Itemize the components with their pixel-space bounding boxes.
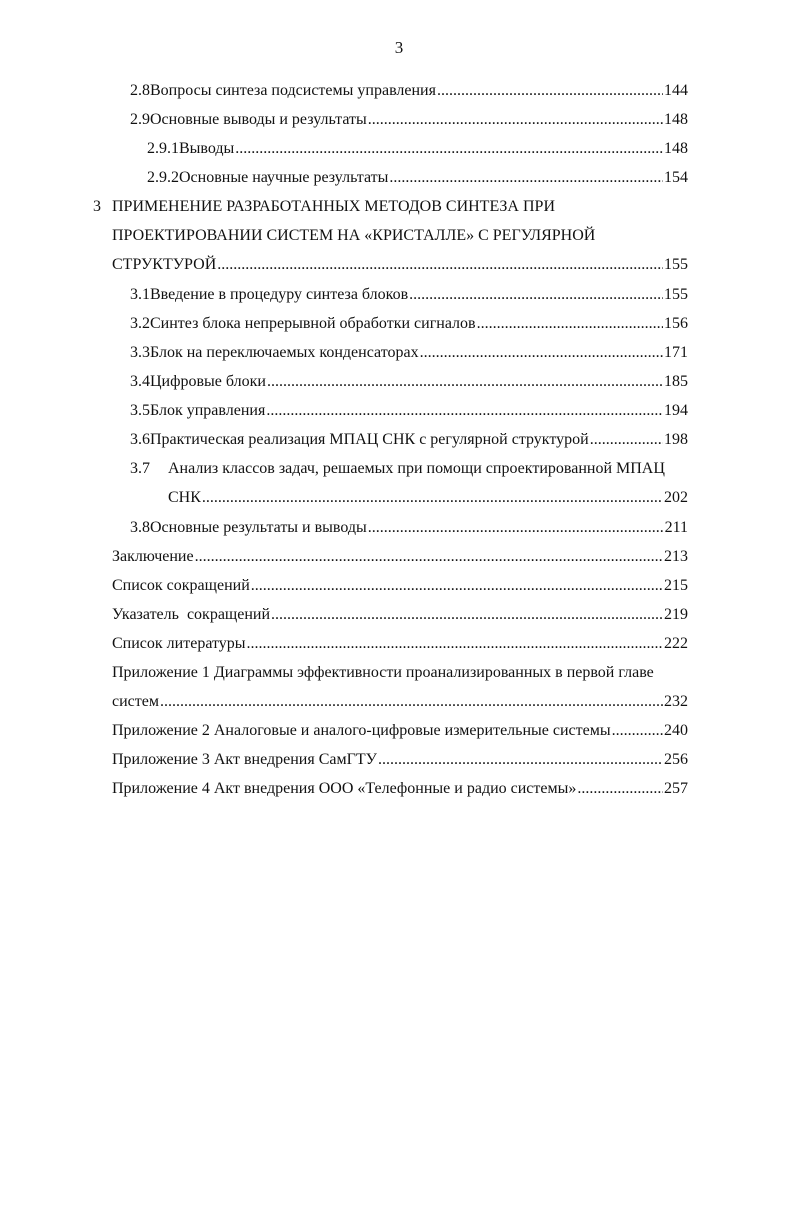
dot-leader: [389, 167, 663, 189]
toc-entry-number: 3.4: [130, 373, 150, 390]
toc-entry-literature[interactable]: [112, 633, 688, 655]
toc-entry-appendix-3[interactable]: [112, 749, 688, 771]
toc-entry-page: 211: [664, 519, 688, 536]
toc-entry-page: 232: [664, 693, 688, 710]
dot-leader: [217, 254, 663, 276]
toc-entry-number: 3.8: [130, 519, 150, 536]
toc-entry-page: 222: [664, 635, 688, 652]
toc-entry-page: 194: [664, 402, 688, 419]
dot-leader: [477, 313, 663, 335]
toc-entry-appendix-4[interactable]: [112, 778, 688, 800]
toc-entry-page: 144: [664, 82, 688, 99]
toc-chapter-3[interactable]: [112, 254, 688, 276]
toc-entry-page: 171: [664, 344, 688, 361]
dot-leader: [271, 604, 663, 626]
toc-entry-3-1[interactable]: [130, 284, 688, 306]
toc-entry-title: Список литературы: [112, 635, 246, 652]
toc-entry-page: 219: [664, 606, 688, 623]
toc-entry-conclusion[interactable]: [112, 546, 688, 568]
toc-entry-title: Синтез блока непрерывной обработки сигналов: [150, 315, 476, 332]
toc-entry-number: 3.3: [130, 344, 150, 361]
toc-entry-page: 215: [664, 577, 688, 594]
toc-entry-page: 198: [664, 431, 688, 448]
toc-entry-title: Практическая реализация МПАЦ СНК с регулярной структурой: [150, 431, 589, 448]
toc-entry-page: 156: [664, 315, 688, 332]
dot-leader: [202, 487, 663, 509]
toc-entry-number: 3.5: [130, 402, 150, 419]
toc-entry-page: 256: [664, 751, 688, 768]
toc-entry-title: Основные результаты и выводы: [150, 519, 367, 536]
toc-entry-page: 257: [664, 780, 688, 797]
dot-leader: [251, 575, 663, 597]
toc-entry-appendix-2[interactable]: [112, 720, 688, 742]
toc-chapter-title-line-3: СТРУКТУРОЙ: [112, 256, 217, 273]
dot-leader: [612, 720, 663, 742]
toc-entry-title: Блок на переключаемых конденсаторах: [150, 344, 419, 361]
dot-leader: [368, 517, 664, 539]
toc-entry-title: Цифровые блоки: [150, 373, 266, 390]
dot-leader: [420, 342, 663, 364]
dot-leader: [247, 633, 663, 655]
toc-entry-number: 3.7: [130, 460, 150, 477]
toc-entry-title: Блок управления: [150, 402, 266, 419]
dot-leader: [266, 400, 663, 422]
toc-entry-title: Основные выводы и результаты: [150, 111, 367, 128]
toc-entry-page: 240: [664, 722, 688, 739]
toc-entry-3-8[interactable]: [130, 517, 688, 539]
toc-appendix-1-title-line-1[interactable]: Приложение 1 Диаграммы эффективности проанализированных в первой главе: [112, 664, 654, 681]
dot-leader: [378, 749, 663, 771]
dot-leader: [590, 429, 663, 451]
toc-chapter-number: 3: [93, 198, 101, 215]
toc-entry-number: 3.1: [130, 286, 150, 303]
toc-chapter-title-line-1[interactable]: ПРИМЕНЕНИЕ РАЗРАБОТАННЫХ МЕТОДОВ СИНТЕЗА ПРИ: [112, 198, 555, 215]
dot-leader: [235, 138, 663, 160]
toc-entry-page: 148: [664, 111, 688, 128]
dot-leader: [267, 371, 663, 393]
toc-entry-2-9-1[interactable]: [147, 138, 688, 160]
toc-entry-title: Список сокращений: [112, 577, 250, 594]
toc-entry-title: Указатель сокращений: [112, 606, 271, 623]
toc-entry-number: 3.2: [130, 315, 150, 332]
toc-entry-2-9-2[interactable]: [147, 167, 688, 189]
toc-entry-page: 155: [664, 286, 688, 303]
toc-entry-page: 154: [664, 169, 688, 186]
toc-entry-title: Приложение 4 Акт внедрения ООО «Телефонные и радио системы»: [112, 780, 577, 797]
toc-entry-2-9[interactable]: [130, 109, 688, 131]
toc-entry-page: 155: [664, 256, 688, 273]
toc-entry-page: 148: [664, 140, 688, 157]
toc-entry-3-7[interactable]: [168, 487, 688, 509]
toc-entry-3-6[interactable]: [130, 429, 688, 451]
toc-entry-title: Заключение: [112, 548, 194, 565]
toc-entry-title: Приложение 2 Аналоговые и аналого-цифровые измерительные системы: [112, 722, 611, 739]
toc-entry-3-5[interactable]: [130, 400, 688, 422]
toc-entry-page: 202: [664, 489, 688, 506]
toc-appendix-1-title-line-2: систем: [112, 693, 159, 710]
toc-entry-abbreviations-list[interactable]: [112, 575, 688, 597]
dot-leader: [577, 778, 663, 800]
toc-entry-3-3[interactable]: [130, 342, 688, 364]
toc-entry-abbreviations-index[interactable]: [112, 604, 688, 626]
dot-leader: [368, 109, 663, 131]
toc-entry-number: 2.9: [130, 111, 150, 128]
toc-entry-title-line-2: СНК: [168, 489, 201, 506]
toc-entry-title-line-1[interactable]: Анализ классов задач, решаемых при помощи спроектированной МПАЦ: [168, 460, 665, 477]
toc-chapter-title-line-2[interactable]: ПРОЕКТИРОВАНИИ СИСТЕМ НА «КРИСТАЛЛЕ» С РЕГУЛЯРНОЙ: [112, 227, 596, 244]
toc-entry-3-4[interactable]: [130, 371, 688, 393]
toc-entry-title: Вопросы синтеза подсистемы управления: [150, 82, 436, 99]
dot-leader: [195, 546, 663, 568]
toc-entry-page: 185: [664, 373, 688, 390]
toc-entry-title: Выводы: [179, 140, 235, 157]
toc-entry-3-2[interactable]: [130, 313, 688, 335]
toc-entry-number: 2.8: [130, 82, 150, 99]
toc-entry-number: 3.6: [130, 431, 150, 448]
toc-entry-number: 2.9.2: [147, 169, 179, 186]
dot-leader: [437, 80, 663, 102]
toc-entry-2-8[interactable]: [130, 80, 688, 102]
page-number: 3: [394, 38, 404, 57]
dot-leader: [409, 284, 663, 306]
toc-entry-title: Приложение 3 Акт внедрения СамГТУ: [112, 751, 377, 768]
dot-leader: [160, 691, 663, 713]
toc-entry-title: Основные научные результаты: [179, 169, 389, 186]
toc-entry-appendix-1[interactable]: [112, 691, 688, 713]
toc-entry-number: 2.9.1: [147, 140, 179, 157]
toc-entry-title: Введение в процедуру синтеза блоков: [150, 286, 409, 303]
toc-entry-page: 213: [664, 548, 688, 565]
